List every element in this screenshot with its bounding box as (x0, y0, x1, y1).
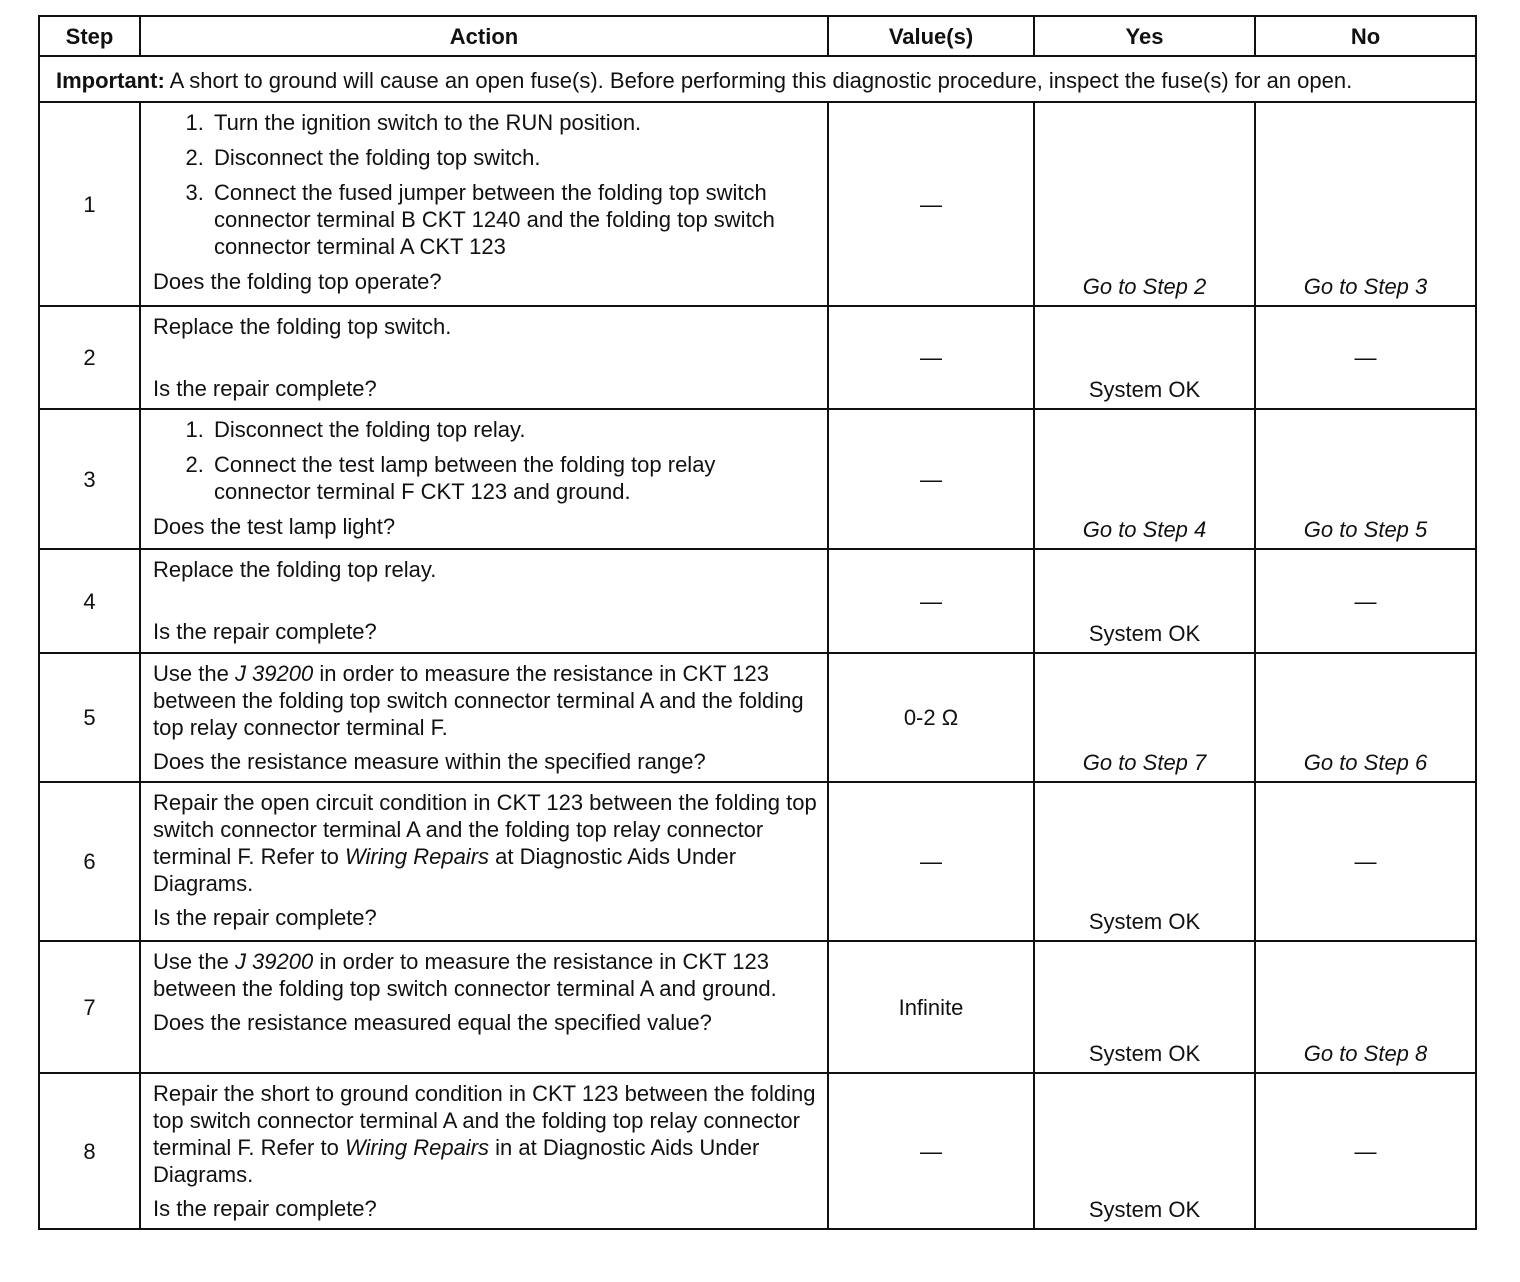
step-number: 8 (39, 1073, 140, 1229)
table-row (39, 941, 1476, 1073)
value-cell: — (828, 1073, 1034, 1229)
yes-cell: System OK (1034, 782, 1255, 941)
step-number: 3 (39, 409, 140, 549)
no-cell: — (1255, 782, 1476, 941)
action-cell (140, 782, 828, 941)
yes-cell: Go to Step 4 (1034, 409, 1255, 549)
yes-cell: System OK (1034, 549, 1255, 653)
action-cell (140, 653, 828, 782)
value-cell: — (828, 549, 1034, 653)
action-question: Does the resistance measured equal the specified value? (153, 1010, 712, 1035)
step-number: 4 (39, 549, 140, 653)
table-row (39, 653, 1476, 782)
yes-cell: System OK (1034, 1073, 1255, 1229)
action-question: Is the repair complete? (153, 376, 377, 401)
important-note (39, 56, 1476, 102)
action-text: Replace the folding top relay. (153, 557, 437, 582)
no-cell: Go to Step 5 (1255, 409, 1476, 549)
header-no: No (1255, 16, 1476, 56)
action-text: Use the J 39200 in order to measure the resistance in CKT 123 between the folding top switch connector terminal A and the folding top relay connector terminal F. (153, 661, 804, 740)
table-row (39, 102, 1476, 306)
header-step: Step (39, 16, 140, 56)
action-text: Use the J 39200 in order to measure the resistance in CKT 123 between the folding top switch connector terminal A and ground. (153, 949, 777, 1001)
yes-cell: Go to Step 7 (1034, 653, 1255, 782)
yes-cell: Go to Step 2 (1034, 102, 1255, 306)
yes-cell: System OK (1034, 941, 1255, 1073)
no-cell: Go to Step 3 (1255, 102, 1476, 306)
no-cell: Go to Step 6 (1255, 653, 1476, 782)
value-cell: — (828, 782, 1034, 941)
step-number: 2 (39, 306, 140, 409)
action-cell (140, 549, 828, 653)
header-yes: Yes (1034, 16, 1255, 56)
action-question: Does the test lamp light? (153, 514, 396, 539)
value-cell: Infinite (828, 941, 1034, 1073)
value-cell: 0-2 Ω (828, 653, 1034, 782)
no-cell: — (1255, 1073, 1476, 1229)
value-cell: — (828, 409, 1034, 549)
action-cell (140, 941, 828, 1073)
action-cell (140, 306, 828, 409)
important-row (39, 56, 1476, 102)
action-cell (140, 1073, 828, 1229)
action-question: Is the repair complete? (153, 905, 377, 930)
action-text: Replace the folding top switch. (153, 314, 452, 339)
yes-cell: System OK (1034, 306, 1255, 409)
action-text: Repair the open circuit condition in CKT 123 between the folding top switch connector terminal A and the folding top relay connector terminal F. Refer to Wiring Repairs at Diagnostic Aids Under Diagrams. (153, 790, 817, 896)
header-action: Action (140, 16, 828, 56)
step-number: 1 (39, 102, 140, 306)
table-row (39, 409, 1476, 549)
action-list-item: 2. Connect the test lamp between the folding top relay connector terminal F CKT 123 and ground. (210, 451, 817, 505)
header-values: Value(s) (828, 16, 1034, 56)
action-question: Does the resistance measure within the specified range? (153, 749, 706, 774)
important-label: Important: (56, 68, 165, 93)
important-text: A short to ground will cause an open fuse(s). Before performing this diagnostic procedure, inspect the fuse(s) for an open. (164, 68, 1353, 93)
no-cell: — (1255, 306, 1476, 409)
diagnostic-table (38, 15, 1477, 1230)
no-cell: — (1255, 549, 1476, 653)
value-cell: — (828, 102, 1034, 306)
table-row (39, 306, 1476, 409)
action-text: Repair the short to ground condition in CKT 123 between the folding top switch connector terminal A and the folding top relay connector terminal F. Refer to Wiring Repairs in at Diagnostic Aids Under Diagrams. (153, 1081, 816, 1187)
step-number: 7 (39, 941, 140, 1073)
no-cell: Go to Step 8 (1255, 941, 1476, 1073)
header-row (39, 16, 1476, 56)
table-row (39, 1073, 1476, 1229)
action-list-item: 3. Connect the fused jumper between the folding top switch connector terminal B CKT 1240 and the folding top switch connector terminal A CKT 123 (210, 179, 817, 260)
action-list-item: 2. Disconnect the folding top switch. (210, 144, 817, 171)
action-question: Does the folding top operate? (153, 269, 442, 294)
table-row (39, 782, 1476, 941)
action-cell (140, 409, 828, 549)
action-cell (140, 102, 828, 306)
step-number: 5 (39, 653, 140, 782)
action-question: Is the repair complete? (153, 1196, 377, 1221)
table-row (39, 549, 1476, 653)
value-cell: — (828, 306, 1034, 409)
action-question: Is the repair complete? (153, 619, 377, 644)
action-list-item: 1. Disconnect the folding top relay. (210, 416, 817, 443)
step-number: 6 (39, 782, 140, 941)
action-list-item: 1. Turn the ignition switch to the RUN position. (210, 109, 817, 136)
